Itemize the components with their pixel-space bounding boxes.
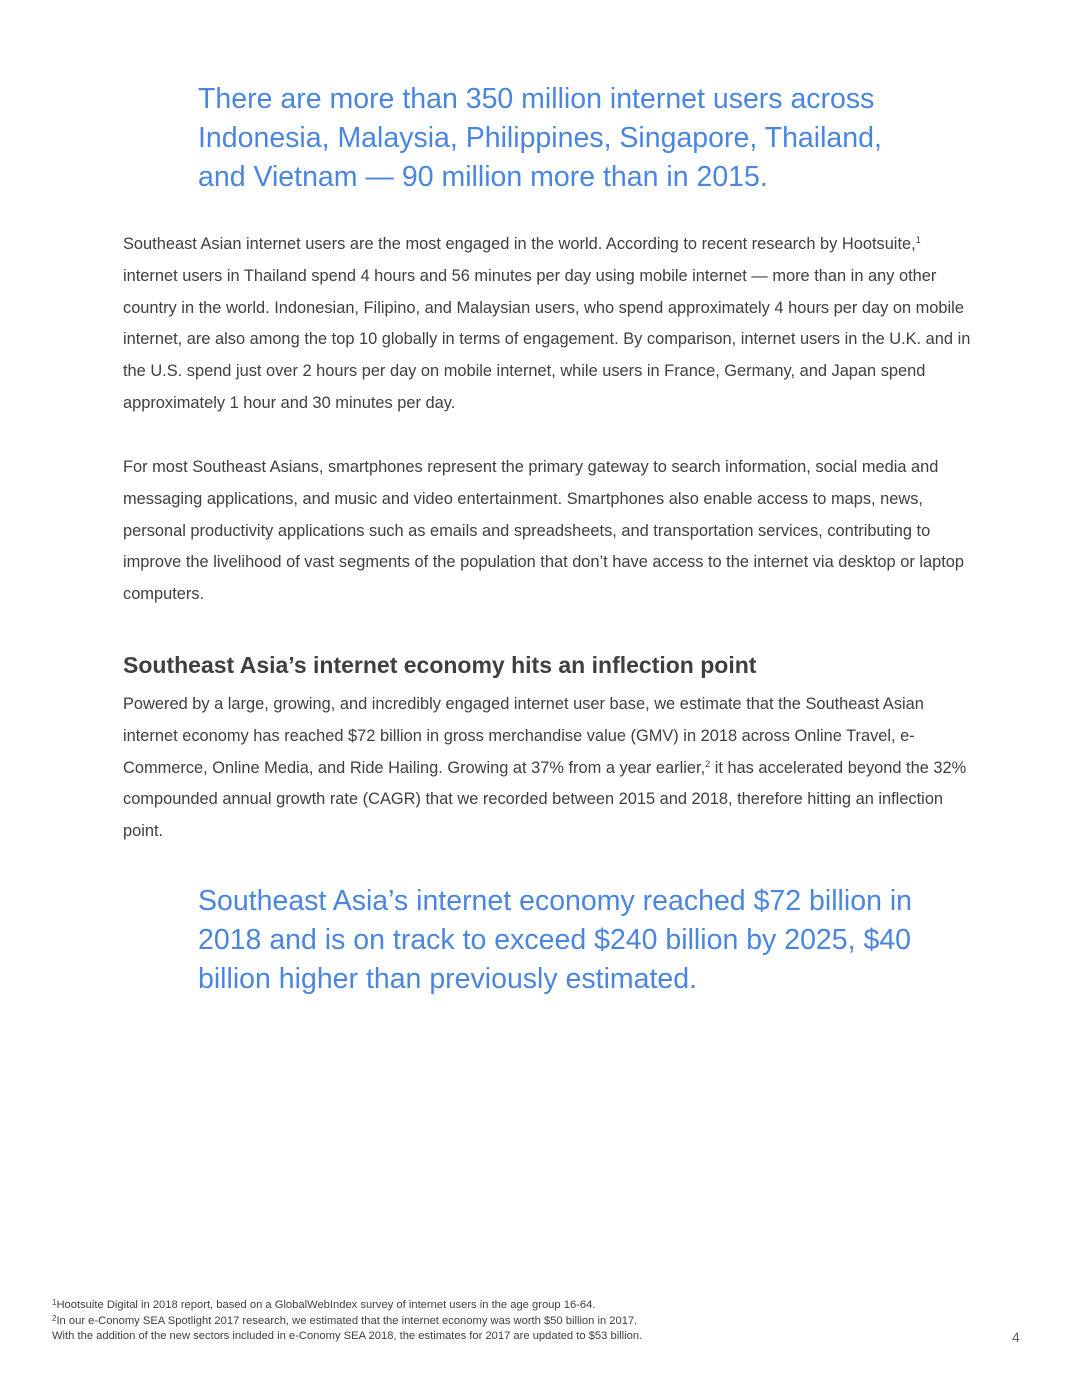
body-paragraph-engagement bbox=[123, 229, 973, 420]
footnote-reference-1[interactable]: 1 bbox=[915, 235, 921, 245]
paragraph-text: Powered by a large, growing, and incredibly engaged internet user base, we estimate that the Southeast Asian internet economy has reached $72 billion in gross merchandise value (GMV) in 2018 across Online Travel, e-Commerce, Online Media, and Ride Hailing. Growing at 37% from a year earlier, bbox=[123, 695, 924, 777]
footnote-marker: 2 bbox=[52, 1313, 57, 1323]
footnote-1 bbox=[52, 1298, 852, 1314]
footnote-marker: 1 bbox=[52, 1298, 57, 1307]
footnotes bbox=[52, 1298, 852, 1345]
body-paragraph-economy bbox=[123, 689, 973, 848]
footnote-2-continued bbox=[52, 1329, 852, 1345]
footnote-reference-2[interactable]: 2 bbox=[705, 758, 711, 769]
footnote-text: With the addition of the new sectors included in e-Conomy SEA 2018, the estimates for 2017 are updated to $53 billion. bbox=[52, 1330, 643, 1342]
page-number: 4 bbox=[1012, 1329, 1020, 1345]
paragraph-text: internet users in Thailand spend 4 hours and 56 minutes per day using mobile internet — more than in any other country in the world. Indonesian, Filipino, and Malaysian users, who spend approximately 4 hours per day on mobile internet, are also among the top 10 globally in terms of engagement. By comparison, internet users in the U.K. and in the U.S. spend just over 2 hours per day on mobile internet, while users in France, Germany, and Japan spend approximately 1 hour and 30 minutes per day. bbox=[123, 266, 971, 412]
footnote-text: Hootsuite Digital in 2018 report, based on a GlobalWebIndex survey of internet users in the age group 16-64. bbox=[56, 1299, 596, 1311]
footnote-text: In our e-Conomy SEA Spotlight 2017 research, we estimated that the internet economy was worth $50 billion in 2017. bbox=[56, 1314, 638, 1327]
pull-quote-internet-users: There are more than 350 million internet users across Indonesia, Malaysia, Philippines, Singapore, Thailand, and Vietnam — 90 million more than in 2015. bbox=[198, 83, 882, 193]
paragraph-text: Southeast Asian internet users are the most engaged in the world. According to recent research by Hootsuite, bbox=[123, 235, 916, 253]
section-heading: Southeast Asia’s internet economy hits an inflection point bbox=[123, 652, 757, 678]
footnote-2 bbox=[52, 1314, 852, 1330]
paragraph-text: it has accelerated beyond the 32% compounded annual growth rate (CAGR) that we recorded between 2015 and 2018, therefore hitting an inflection point. bbox=[123, 758, 967, 841]
body-paragraph-smartphones: For most Southeast Asians, smartphones represent the primary gateway to search information, social media and messaging applications, and music and video entertainment. Smartphones also enable access to maps, news, personal productivity applications such as emails and spreadsheets, and transportation services, contributing to improve the livelihood of vast segments of the population that don’t have access to the internet via desktop or laptop computers. bbox=[123, 458, 964, 604]
pull-quote-economy: Southeast Asia’s internet economy reached $72 billion in 2018 and is on track to exceed $240 billion by 2025, $40 billion higher than previously estimated. bbox=[198, 885, 913, 995]
